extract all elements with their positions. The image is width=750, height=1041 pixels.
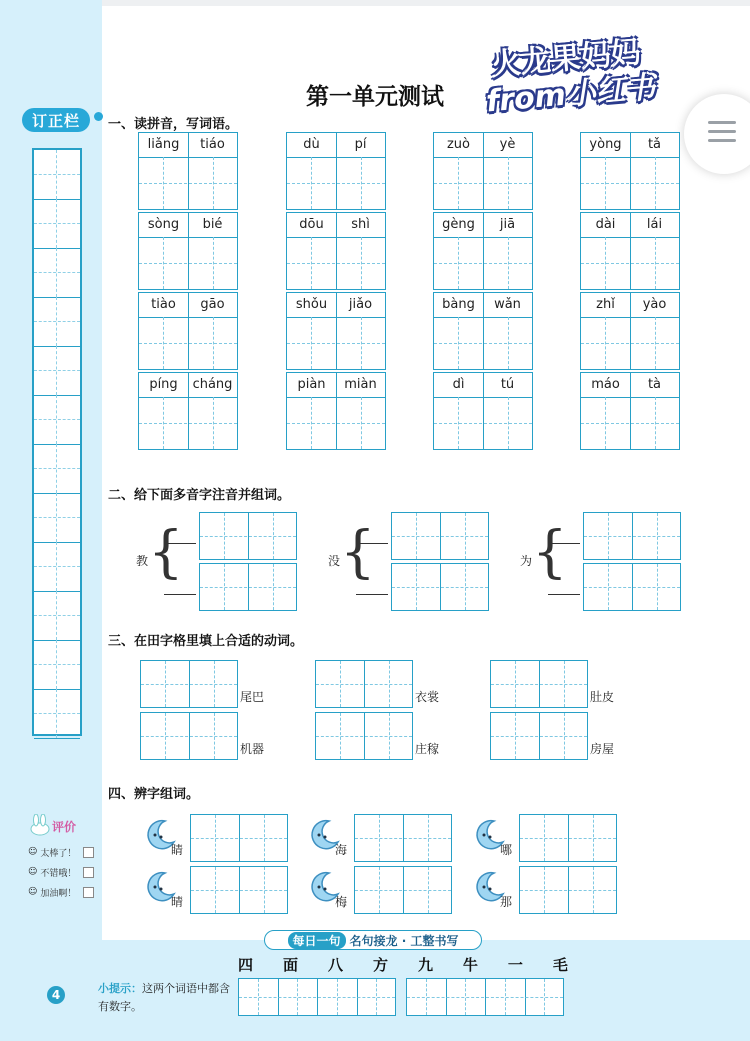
grid-guide <box>316 684 412 685</box>
grid-guide <box>508 317 509 369</box>
correction-cell[interactable] <box>34 297 80 347</box>
grid-line <box>483 373 484 449</box>
grid-guide <box>139 343 237 344</box>
grid-guide <box>191 890 287 891</box>
idiom-char: 方 <box>372 956 388 974</box>
pinyin-label: tiáo <box>200 137 225 152</box>
word-grid[interactable] <box>354 866 452 914</box>
tip-text: 这两个词语中都含有数字。 <box>98 982 230 1013</box>
pinyin-writing-box[interactable] <box>580 372 680 450</box>
grid-line <box>483 213 484 289</box>
section4-heading: 四、辨字组词。 <box>108 787 200 802</box>
grid-line <box>483 133 484 209</box>
noun-label: 肚皮 <box>590 690 615 704</box>
pinyin-writing-box[interactable] <box>433 132 533 210</box>
correction-column-label: 订正栏 <box>22 108 90 132</box>
menu-icon <box>708 121 736 124</box>
noun-label: 衣裳 <box>415 690 440 704</box>
pinyin-label: yào <box>642 297 667 312</box>
grid-guide <box>361 157 362 209</box>
pinyin-writing-box[interactable] <box>138 292 238 370</box>
grid-guide <box>581 263 679 264</box>
pinyin-blank[interactable] <box>548 543 580 544</box>
grid-guide <box>491 684 587 685</box>
pinyin-label: tiào <box>151 297 176 312</box>
noun-label: 机器 <box>240 742 265 756</box>
verb-grid[interactable] <box>490 712 588 760</box>
pinyin-label: bié <box>202 217 223 232</box>
grid-guide <box>287 183 385 184</box>
grid-line <box>188 213 189 289</box>
tip <box>98 980 238 1016</box>
idiom-char: 毛 <box>552 956 568 974</box>
pinyin-label: yè <box>499 137 516 152</box>
idiom-char: 一 <box>507 956 523 974</box>
grid-guide <box>508 157 509 209</box>
pinyin-label: zhǐ <box>596 297 615 312</box>
grid-line <box>188 293 189 369</box>
pinyin-label: dài <box>595 217 616 232</box>
grid-guide <box>508 397 509 449</box>
tip-label: 小提示： <box>98 982 142 995</box>
pinyin-label: wǎn <box>494 297 521 312</box>
pinyin-label: sòng <box>147 217 180 232</box>
grid-guide <box>508 237 509 289</box>
brace-icon: { <box>340 520 376 585</box>
grid-guide <box>407 997 563 998</box>
evaluation-item <box>28 882 94 902</box>
grid-guide <box>200 536 296 537</box>
correction-cell[interactable] <box>34 640 80 690</box>
grid-guide <box>287 263 385 264</box>
verb-grid[interactable] <box>315 712 413 760</box>
pinyin-writing-box[interactable] <box>138 132 238 210</box>
menu-button[interactable] <box>684 94 750 174</box>
grid-line <box>483 293 484 369</box>
grid-line <box>336 293 337 369</box>
target-char: 梅 <box>335 895 348 909</box>
grid-guide <box>520 890 616 891</box>
pinyin-label: píng <box>149 377 178 392</box>
grid-guide <box>355 890 451 891</box>
grid-line <box>336 213 337 289</box>
idiom-char: 九 <box>417 956 433 974</box>
evaluation-checkbox[interactable] <box>83 867 94 878</box>
target-char: 哪 <box>500 843 513 857</box>
pinyin-label: tú <box>500 377 515 392</box>
grid-guide <box>491 736 587 737</box>
word-grid[interactable] <box>199 512 297 560</box>
grid-guide <box>655 237 656 289</box>
word-grid[interactable] <box>583 512 681 560</box>
pinyin-blank[interactable] <box>548 594 580 595</box>
pinyin-writing-box[interactable] <box>580 292 680 370</box>
grid-guide <box>434 263 532 264</box>
grid-guide <box>213 317 214 369</box>
idiom-writing-grid-2[interactable] <box>406 978 564 1016</box>
page-title: 第一单元测试 <box>306 83 444 110</box>
evaluation-list <box>28 842 94 902</box>
grid-guide <box>605 237 606 289</box>
pinyin-blank[interactable] <box>356 543 388 544</box>
smile-icon: ☺ <box>28 867 38 877</box>
target-char: 海 <box>335 843 348 857</box>
grid-line <box>630 133 631 209</box>
correction-cell[interactable] <box>34 591 80 641</box>
grid-guide <box>581 423 679 424</box>
evaluation-item-label: 太棒了！ <box>40 848 77 859</box>
grid-guide <box>163 317 164 369</box>
target-char: 那 <box>500 895 513 909</box>
evaluation-checkbox[interactable] <box>83 887 94 898</box>
pinyin-label: dì <box>452 377 465 392</box>
grid-guide <box>434 423 532 424</box>
grid-guide <box>287 423 385 424</box>
pinyin-label: jiǎo <box>348 297 373 312</box>
pinyin-label: cháng <box>192 377 233 392</box>
grid-guide <box>655 157 656 209</box>
correction-cell[interactable] <box>34 689 80 739</box>
pinyin-blank[interactable] <box>164 594 196 595</box>
word-grid[interactable] <box>190 866 288 914</box>
pinyin-label: dù <box>303 137 320 152</box>
pinyin-label: jiā <box>499 217 516 232</box>
polyphone-char: 为 <box>520 554 533 568</box>
pinyin-writing-box[interactable] <box>138 372 238 450</box>
grid-guide <box>163 237 164 289</box>
grid-guide <box>458 397 459 449</box>
grid-guide <box>191 838 287 839</box>
word-grid[interactable] <box>354 814 452 862</box>
top-strip <box>0 0 750 6</box>
evaluation-item <box>28 842 94 862</box>
evaluation-checkbox[interactable] <box>83 847 94 858</box>
idiom-char: 八 <box>327 956 343 974</box>
watermark-line2: from小红书 <box>484 69 657 120</box>
idiom-char: 面 <box>282 956 298 974</box>
pinyin-writing-box[interactable] <box>433 292 533 370</box>
pinyin-label: shì <box>351 217 370 232</box>
grid-guide <box>311 157 312 209</box>
correction-cell[interactable] <box>34 493 80 543</box>
grid-guide <box>213 397 214 449</box>
grid-guide <box>239 997 395 998</box>
pinyin-label: pí <box>354 137 367 152</box>
grid-line <box>336 133 337 209</box>
grid-guide <box>361 237 362 289</box>
idiom-char: 四 <box>238 956 254 974</box>
correction-cell[interactable] <box>34 248 80 298</box>
grid-guide <box>139 183 237 184</box>
target-char: 睛 <box>171 843 184 857</box>
grid-guide <box>655 397 656 449</box>
word-grid[interactable] <box>583 563 681 611</box>
grid-guide <box>141 684 237 685</box>
grid-guide <box>458 237 459 289</box>
pinyin-label: liǎng <box>147 137 180 152</box>
pinyin-label: tà <box>647 377 662 392</box>
grid-guide <box>392 536 488 537</box>
correction-cell[interactable] <box>34 542 80 592</box>
verb-grid[interactable] <box>140 660 238 708</box>
correction-cell[interactable] <box>34 346 80 396</box>
pinyin-label: dōu <box>299 217 324 232</box>
grid-guide <box>213 237 214 289</box>
grid-guide <box>434 343 532 344</box>
word-grid[interactable] <box>199 563 297 611</box>
watermark-line1: 火龙果妈妈 <box>489 34 643 83</box>
pinyin-label: bàng <box>442 297 475 312</box>
pinyin-writing-box[interactable] <box>286 292 386 370</box>
word-grid[interactable] <box>519 866 617 914</box>
grid-guide <box>520 838 616 839</box>
grid-guide <box>458 157 459 209</box>
polyphone-char: 教 <box>136 554 149 568</box>
evaluation-item-label: 加油啊！ <box>40 888 77 899</box>
pinyin-label: máo <box>591 377 620 392</box>
correction-grid <box>32 148 82 736</box>
pinyin-blank[interactable] <box>356 594 388 595</box>
grid-guide <box>584 587 680 588</box>
section3-heading: 三、在田字格里填上合适的动词。 <box>108 634 304 649</box>
verb-grid[interactable] <box>140 712 238 760</box>
pinyin-writing-box[interactable] <box>138 212 238 290</box>
evaluation-item <box>28 862 94 882</box>
pinyin-writing-box[interactable] <box>286 372 386 450</box>
grid-guide <box>392 587 488 588</box>
grid-guide <box>200 587 296 588</box>
pinyin-writing-box[interactable] <box>433 372 533 450</box>
idiom-chain <box>238 954 568 975</box>
pinyin-label: shǒu <box>295 297 328 312</box>
grid-guide <box>213 157 214 209</box>
grid-guide <box>163 157 164 209</box>
menu-icon-bar <box>708 139 736 142</box>
evaluation-title: 评价 <box>52 820 77 834</box>
pinyin-label: lái <box>646 217 663 232</box>
pinyin-blank[interactable] <box>164 543 196 544</box>
grid-guide <box>605 317 606 369</box>
grid-guide <box>311 237 312 289</box>
noun-label: 尾巴 <box>240 690 265 704</box>
grid-line <box>188 373 189 449</box>
pinyin-label: tǎ <box>647 137 662 152</box>
label-dot-icon <box>94 112 103 121</box>
brace-icon: { <box>148 520 184 585</box>
noun-label: 庄稼 <box>415 742 440 756</box>
pinyin-writing-box[interactable] <box>286 212 386 290</box>
correction-cell[interactable] <box>34 199 80 249</box>
correction-cell[interactable] <box>34 395 80 445</box>
grid-guide <box>434 183 532 184</box>
section1-heading: 一、读拼音，写词语。 <box>108 117 239 132</box>
correction-cell[interactable] <box>34 444 80 494</box>
correction-cell[interactable] <box>34 150 80 200</box>
menu-icon-bar <box>708 130 736 133</box>
grid-guide <box>605 397 606 449</box>
grid-guide <box>581 343 679 344</box>
section2-heading: 二、给下面多音字注音并组词。 <box>108 488 291 503</box>
pinyin-label: piàn <box>297 377 326 392</box>
grid-guide <box>287 343 385 344</box>
page-number: 4 <box>47 986 65 1004</box>
smile-icon: ☺ <box>28 847 38 857</box>
grid-guide <box>139 423 237 424</box>
grid-guide <box>141 736 237 737</box>
brace-icon: { <box>532 520 568 585</box>
pinyin-writing-box[interactable] <box>433 212 533 290</box>
grid-line <box>630 373 631 449</box>
smile-icon: ☺ <box>28 887 38 897</box>
grid-line <box>630 293 631 369</box>
grid-guide <box>605 157 606 209</box>
word-grid[interactable] <box>391 512 489 560</box>
grid-guide <box>311 317 312 369</box>
idiom-writing-grid-1[interactable] <box>238 978 396 1016</box>
grid-line <box>188 133 189 209</box>
word-grid[interactable] <box>190 814 288 862</box>
banner-tag: 每日一句 <box>288 932 346 949</box>
rabbit-icon <box>28 814 52 840</box>
word-grid[interactable] <box>519 814 617 862</box>
evaluation-item-label: 不错哦！ <box>40 868 77 879</box>
grid-guide <box>311 397 312 449</box>
grid-guide <box>139 263 237 264</box>
pinyin-label: gāo <box>200 297 225 312</box>
grid-guide <box>316 736 412 737</box>
grid-guide <box>355 838 451 839</box>
word-grid[interactable] <box>391 563 489 611</box>
grid-guide <box>655 317 656 369</box>
polyphone-char: 没 <box>328 554 341 568</box>
grid-guide <box>361 397 362 449</box>
pinyin-label: yòng <box>589 137 622 152</box>
verb-grid[interactable] <box>490 660 588 708</box>
grid-guide <box>361 317 362 369</box>
noun-label: 房屋 <box>590 742 615 756</box>
pinyin-label: zuò <box>446 137 471 152</box>
daily-sentence-banner <box>264 930 482 950</box>
grid-guide <box>581 183 679 184</box>
pinyin-writing-box[interactable] <box>580 212 680 290</box>
banner-text: 名句接龙 · 工整书写 <box>349 933 459 948</box>
pinyin-writing-box[interactable] <box>286 132 386 210</box>
pinyin-label: miàn <box>344 377 377 392</box>
pinyin-label: gèng <box>442 217 475 232</box>
grid-line <box>630 213 631 289</box>
verb-grid[interactable] <box>315 660 413 708</box>
grid-guide <box>584 536 680 537</box>
grid-guide <box>458 317 459 369</box>
idiom-char: 牛 <box>462 956 478 974</box>
grid-guide <box>163 397 164 449</box>
target-char: 晴 <box>171 895 184 909</box>
pinyin-writing-box[interactable] <box>580 132 680 210</box>
grid-line <box>336 373 337 449</box>
